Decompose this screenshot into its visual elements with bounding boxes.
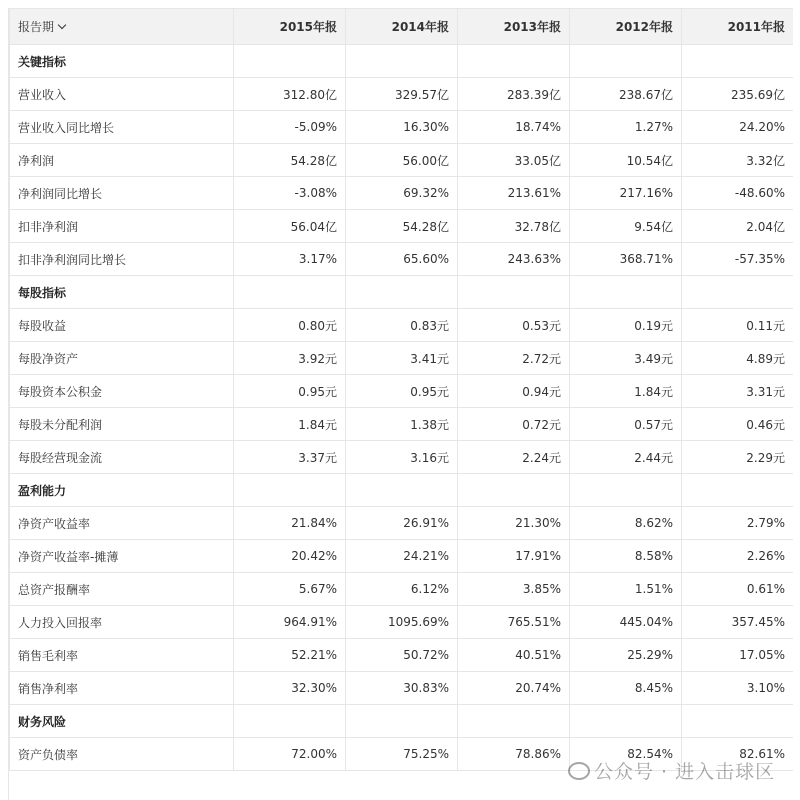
metric-value: 3.32亿 <box>682 144 794 177</box>
empty-cell <box>346 474 458 507</box>
empty-cell <box>234 276 346 309</box>
year-header: 2015年报 <box>234 9 346 45</box>
metric-value: 3.16元 <box>346 441 458 474</box>
metric-value: 0.72元 <box>458 408 570 441</box>
section-title: 盈利能力 <box>10 474 234 507</box>
metric-label: 每股未分配利润 <box>10 408 234 441</box>
metric-label: 每股资本公积金 <box>10 375 234 408</box>
report-period-dropdown[interactable] <box>10 9 234 45</box>
report-period-label: 报告期 <box>18 20 55 34</box>
metric-value: 21.84% <box>234 507 346 540</box>
metric-value: 8.45% <box>570 672 682 705</box>
empty-cell <box>682 474 794 507</box>
metric-label: 资产负债率 <box>10 738 234 771</box>
metric-value: 2.26% <box>682 540 794 573</box>
metric-value: -5.09% <box>234 111 346 144</box>
empty-cell <box>458 45 570 78</box>
metric-value: 217.16% <box>570 177 682 210</box>
watermark-text: 公众号 · 进入击球区 <box>594 761 776 783</box>
metric-label: 净资产收益率-摊薄 <box>10 540 234 573</box>
metric-value: 1.84元 <box>234 408 346 441</box>
empty-cell <box>234 474 346 507</box>
empty-cell <box>682 276 794 309</box>
empty-cell <box>570 45 682 78</box>
metric-value: 75.25% <box>346 738 458 771</box>
financial-indicators-table <box>9 8 793 771</box>
section-header-row <box>10 45 794 78</box>
metric-value: 0.95元 <box>346 375 458 408</box>
metric-value: 0.80元 <box>234 309 346 342</box>
metric-label: 销售毛利率 <box>10 639 234 672</box>
table-row <box>10 375 794 408</box>
year-header: 2013年报 <box>458 9 570 45</box>
metric-value: 3.17% <box>234 243 346 276</box>
metric-value: 1.51% <box>570 573 682 606</box>
empty-cell <box>346 705 458 738</box>
metric-label: 净利润同比增长 <box>10 177 234 210</box>
metric-value: 0.57元 <box>570 408 682 441</box>
metric-value: 52.21% <box>234 639 346 672</box>
metric-label: 每股经营现金流 <box>10 441 234 474</box>
table-row <box>10 78 794 111</box>
metric-value: 54.28亿 <box>346 210 458 243</box>
metric-label: 总资产报酬率 <box>10 573 234 606</box>
metric-value: 1095.69% <box>346 606 458 639</box>
table-row <box>10 606 794 639</box>
metric-value: 21.30% <box>458 507 570 540</box>
table-row <box>10 507 794 540</box>
metric-label: 销售净利率 <box>10 672 234 705</box>
table-row <box>10 144 794 177</box>
metric-value: 25.29% <box>570 639 682 672</box>
table-row <box>10 111 794 144</box>
metric-value: 26.91% <box>346 507 458 540</box>
empty-cell <box>570 474 682 507</box>
chevron-down-icon <box>58 21 66 29</box>
metric-value: -48.60% <box>682 177 794 210</box>
metric-value: 2.44元 <box>570 441 682 474</box>
empty-cell <box>682 705 794 738</box>
table-row <box>10 408 794 441</box>
metric-value: 33.05亿 <box>458 144 570 177</box>
metric-value: 243.63% <box>458 243 570 276</box>
table-row <box>10 738 794 771</box>
metric-value: 329.57亿 <box>346 78 458 111</box>
section-title: 财务风险 <box>10 705 234 738</box>
metric-value: 213.61% <box>458 177 570 210</box>
metric-value: 65.60% <box>346 243 458 276</box>
metric-value: 54.28亿 <box>234 144 346 177</box>
metric-value: 765.51% <box>458 606 570 639</box>
empty-cell <box>458 705 570 738</box>
metric-value: 2.04亿 <box>682 210 794 243</box>
metric-value: 8.58% <box>570 540 682 573</box>
metric-value: 357.45% <box>682 606 794 639</box>
empty-cell <box>458 276 570 309</box>
metric-value: 0.83元 <box>346 309 458 342</box>
header-row <box>10 9 794 45</box>
metric-value: 0.95元 <box>234 375 346 408</box>
metric-value: 6.12% <box>346 573 458 606</box>
metric-value: 18.74% <box>458 111 570 144</box>
metric-value: 283.39亿 <box>458 78 570 111</box>
empty-cell <box>234 705 346 738</box>
metric-value: 20.74% <box>458 672 570 705</box>
metric-label: 每股净资产 <box>10 342 234 375</box>
section-title: 每股指标 <box>10 276 234 309</box>
metric-value: 2.79% <box>682 507 794 540</box>
metric-value: 50.72% <box>346 639 458 672</box>
metric-value: 2.72元 <box>458 342 570 375</box>
metric-value: 72.00% <box>234 738 346 771</box>
metric-value: 3.10% <box>682 672 794 705</box>
table-row <box>10 639 794 672</box>
metric-value: 32.30% <box>234 672 346 705</box>
metric-value: 2.24元 <box>458 441 570 474</box>
metric-value: 964.91% <box>234 606 346 639</box>
table-row <box>10 210 794 243</box>
metric-value: 10.54亿 <box>570 144 682 177</box>
metric-value: 1.38元 <box>346 408 458 441</box>
metric-label: 营业收入同比增长 <box>10 111 234 144</box>
metric-value: 56.00亿 <box>346 144 458 177</box>
metric-value: 9.54亿 <box>570 210 682 243</box>
metric-label: 营业收入 <box>10 78 234 111</box>
metric-label: 净资产收益率 <box>10 507 234 540</box>
metric-value: 32.78亿 <box>458 210 570 243</box>
table-row <box>10 672 794 705</box>
year-header: 2012年报 <box>570 9 682 45</box>
table-row <box>10 309 794 342</box>
section-header-row <box>10 474 794 507</box>
table-row <box>10 441 794 474</box>
metric-value: 24.21% <box>346 540 458 573</box>
metric-value: 445.04% <box>570 606 682 639</box>
year-header: 2014年报 <box>346 9 458 45</box>
metric-value: 17.05% <box>682 639 794 672</box>
metric-value: 1.27% <box>570 111 682 144</box>
empty-cell <box>682 45 794 78</box>
metric-value: 3.49元 <box>570 342 682 375</box>
empty-cell <box>346 45 458 78</box>
metric-value: 3.37元 <box>234 441 346 474</box>
financial-indicators-table-container <box>8 8 793 800</box>
table-row <box>10 573 794 606</box>
metric-value: 235.69亿 <box>682 78 794 111</box>
metric-value: 3.92元 <box>234 342 346 375</box>
metric-value: 3.41元 <box>346 342 458 375</box>
metric-value: 16.30% <box>346 111 458 144</box>
metric-value: -57.35% <box>682 243 794 276</box>
metric-value: 2.29元 <box>682 441 794 474</box>
metric-value: 3.85% <box>458 573 570 606</box>
metric-value: 0.19元 <box>570 309 682 342</box>
metric-value: 40.51% <box>458 639 570 672</box>
metric-value: 0.94元 <box>458 375 570 408</box>
metric-value: 368.71% <box>570 243 682 276</box>
table-row <box>10 243 794 276</box>
metric-value: 3.31元 <box>682 375 794 408</box>
section-header-row <box>10 705 794 738</box>
empty-cell <box>346 276 458 309</box>
empty-cell <box>570 276 682 309</box>
empty-cell <box>458 474 570 507</box>
empty-cell <box>570 705 682 738</box>
metric-value: 56.04亿 <box>234 210 346 243</box>
metric-value: 312.80亿 <box>234 78 346 111</box>
metric-value: 17.91% <box>458 540 570 573</box>
metric-value: -3.08% <box>234 177 346 210</box>
metric-value: 82.61% <box>682 738 794 771</box>
metric-label: 人力投入回报率 <box>10 606 234 639</box>
metric-value: 0.46元 <box>682 408 794 441</box>
section-header-row <box>10 276 794 309</box>
metric-label: 扣非净利润 <box>10 210 234 243</box>
table-row <box>10 342 794 375</box>
metric-value: 1.84元 <box>570 375 682 408</box>
section-title: 关键指标 <box>10 45 234 78</box>
metric-label: 净利润 <box>10 144 234 177</box>
metric-value: 69.32% <box>346 177 458 210</box>
metric-value: 238.67亿 <box>570 78 682 111</box>
metric-value: 8.62% <box>570 507 682 540</box>
table-row <box>10 177 794 210</box>
metric-label: 每股收益 <box>10 309 234 342</box>
metric-value: 0.53元 <box>458 309 570 342</box>
metric-value: 24.20% <box>682 111 794 144</box>
metric-value: 20.42% <box>234 540 346 573</box>
metric-label: 扣非净利润同比增长 <box>10 243 234 276</box>
empty-cell <box>234 45 346 78</box>
metric-value: 0.61% <box>682 573 794 606</box>
metric-value: 0.11元 <box>682 309 794 342</box>
year-header: 2011年报 <box>682 9 794 45</box>
table-row <box>10 540 794 573</box>
metric-value: 4.89元 <box>682 342 794 375</box>
metric-value: 30.83% <box>346 672 458 705</box>
metric-value: 78.86% <box>458 738 570 771</box>
metric-value: 5.67% <box>234 573 346 606</box>
metric-value: 82.54% <box>570 738 682 771</box>
